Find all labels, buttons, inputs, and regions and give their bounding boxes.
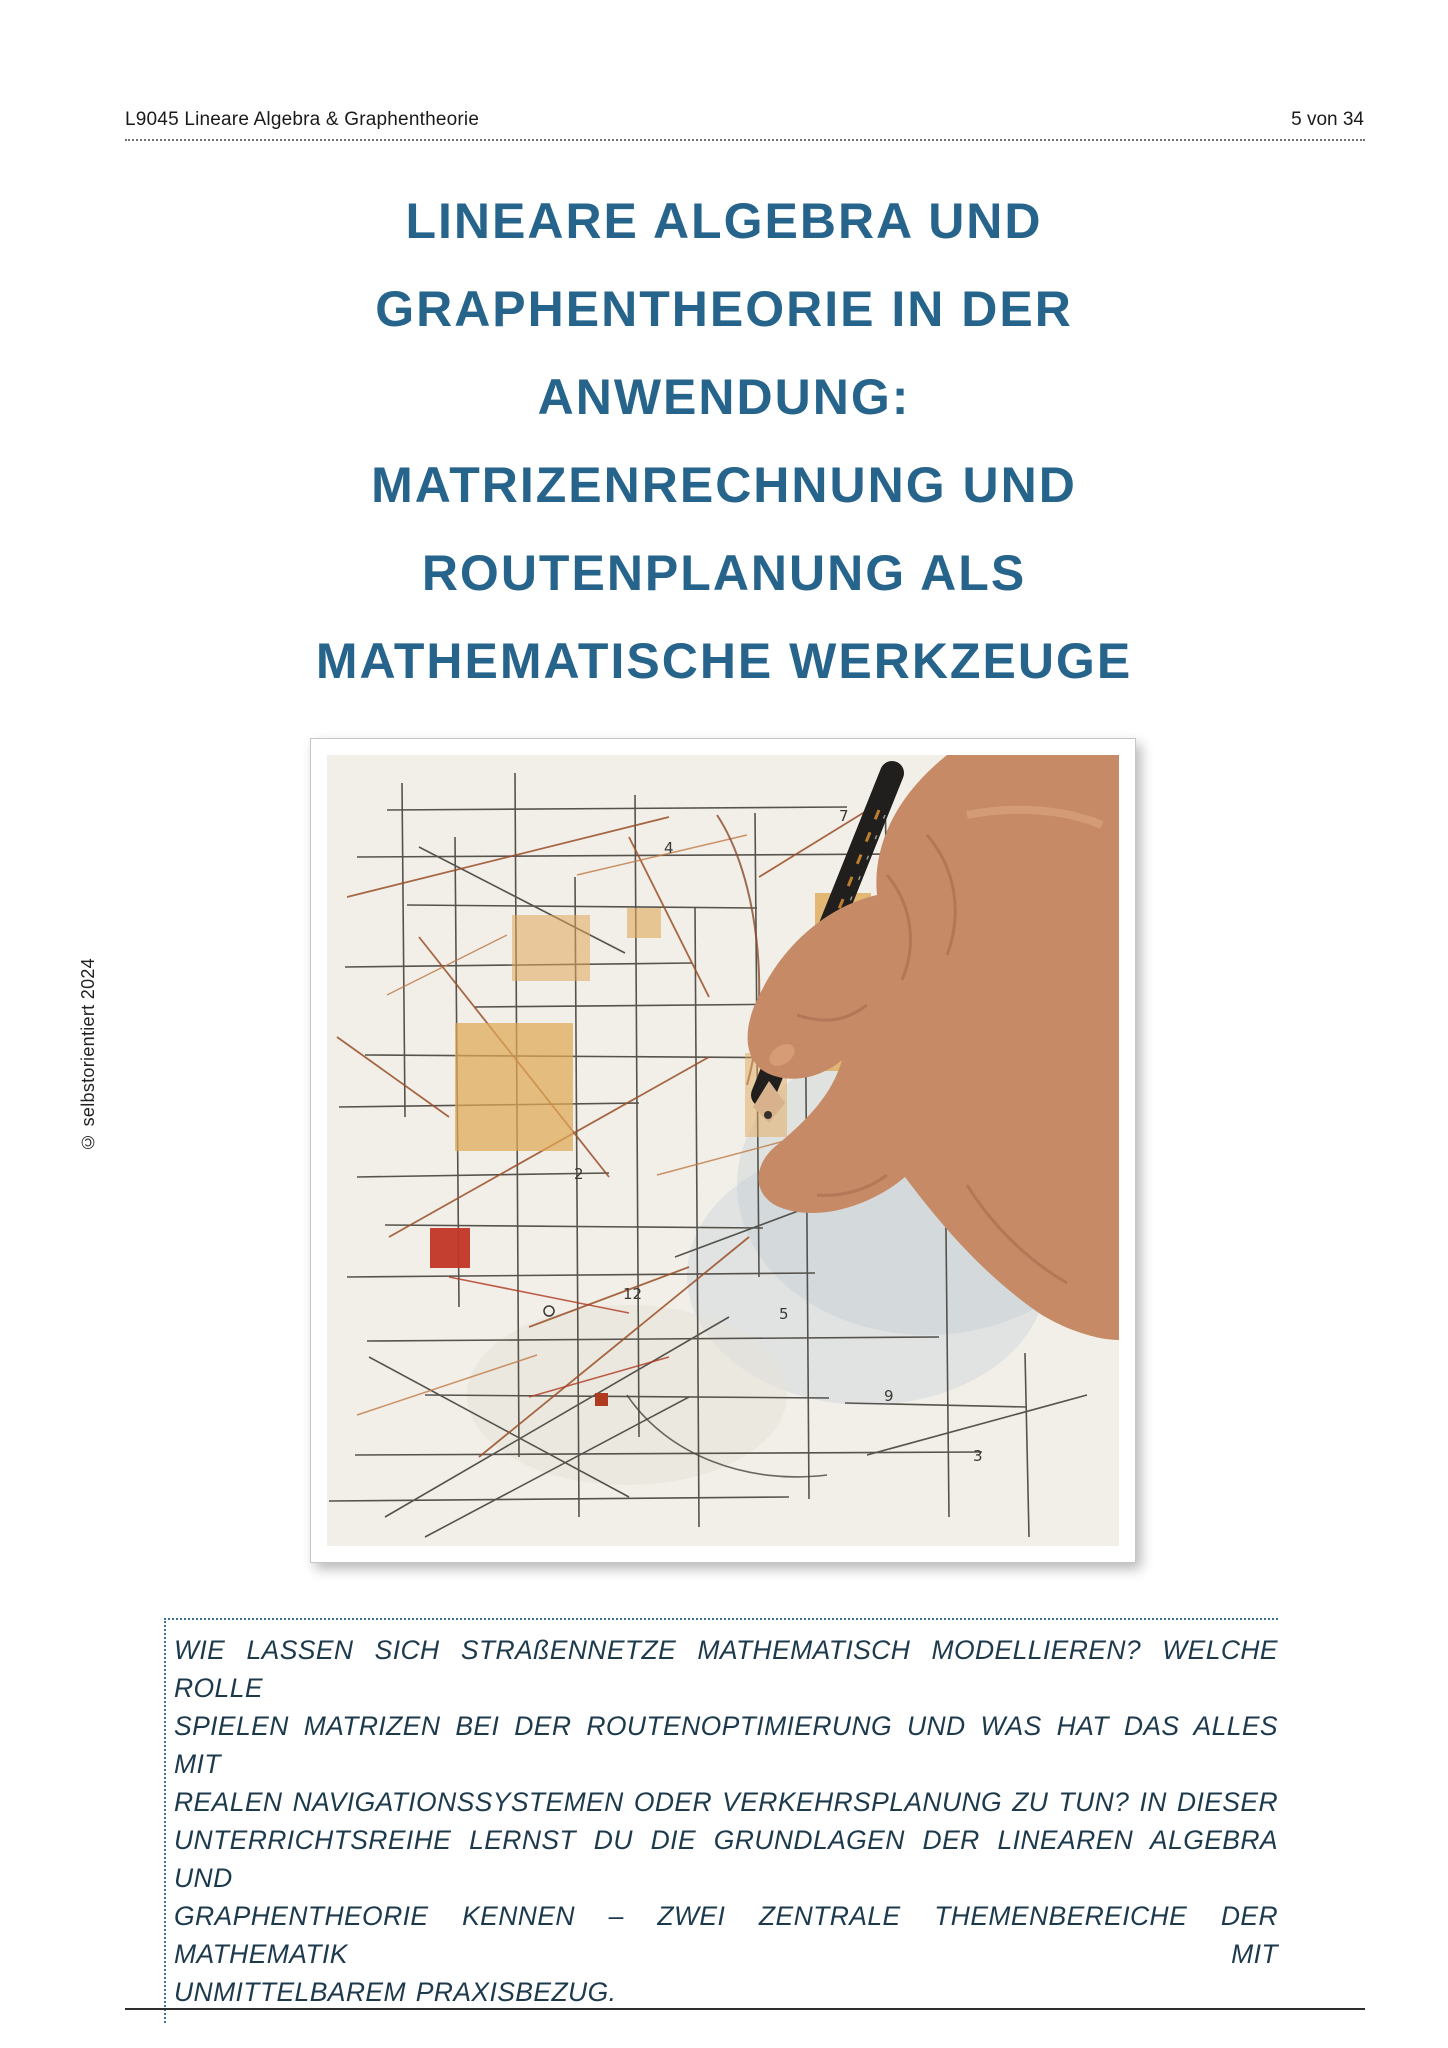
network-sketch-photo xyxy=(310,738,1136,1563)
info-box-line: UNMITTELBAREM PRAXISBEZUG. xyxy=(174,1977,617,2007)
svg-text:2: 2 xyxy=(574,1165,584,1183)
page-title xyxy=(104,177,1344,705)
header-divider xyxy=(125,139,1365,141)
page-title-line: ROUTENPLANUNG ALS xyxy=(421,545,1027,601)
page-title-line: LINEARE ALGEBRA UND xyxy=(405,193,1043,249)
svg-text:9: 9 xyxy=(884,1387,894,1405)
footer-divider xyxy=(125,2008,1365,2010)
svg-text:4: 4 xyxy=(664,839,674,857)
intro-info-box xyxy=(164,1618,1278,2023)
info-box-line: UNTERRICHTSREIHE LERNST DU DIE GRUNDLAGEN DER LINEAREN ALGEBRA UND xyxy=(174,1825,1278,1893)
svg-text:7: 7 xyxy=(839,807,849,825)
page-title-line: ANWENDUNG: xyxy=(537,369,911,425)
page-title-line: GRAPHENTHEORIE IN DER xyxy=(375,281,1073,337)
info-box-line: REALEN NAVIGATIONSSYSTEMEN ODER VERKEHRSPLANUNG ZU TUN? IN DIESER xyxy=(174,1787,1278,1817)
header-course-title: L9045 Lineare Algebra & Graphentheorie xyxy=(125,109,480,130)
info-box-line: WIE LASSEN SICH STRAßENNETZE MATHEMATISCH MODELLIEREN? WELCHE ROLLE xyxy=(174,1635,1278,1703)
header-page-number: 5 von 34 xyxy=(1291,109,1364,130)
page-title-line: MATRIZENRECHNUNG UND xyxy=(371,457,1077,513)
page-title-line: MATHEMATISCHE WERKZEUGE xyxy=(315,633,1133,689)
svg-text:3: 3 xyxy=(973,1447,983,1465)
network-sketch-illustration xyxy=(327,755,1119,1546)
info-box-line: SPIELEN MATRIZEN BEI DER ROUTENOPTIMIERUNG UND WAS HAT DAS ALLES MIT xyxy=(174,1711,1278,1779)
info-box-line: GRAPHENTHEORIE KENNEN – ZWEI ZENTRALE THEMENBEREICHE DER MATHEMATIK MIT xyxy=(174,1901,1278,1969)
svg-text:5: 5 xyxy=(779,1305,789,1323)
copyright-sidebar: © selbstorientiert 2024 xyxy=(78,958,98,1152)
svg-text:12: 12 xyxy=(623,1285,643,1303)
